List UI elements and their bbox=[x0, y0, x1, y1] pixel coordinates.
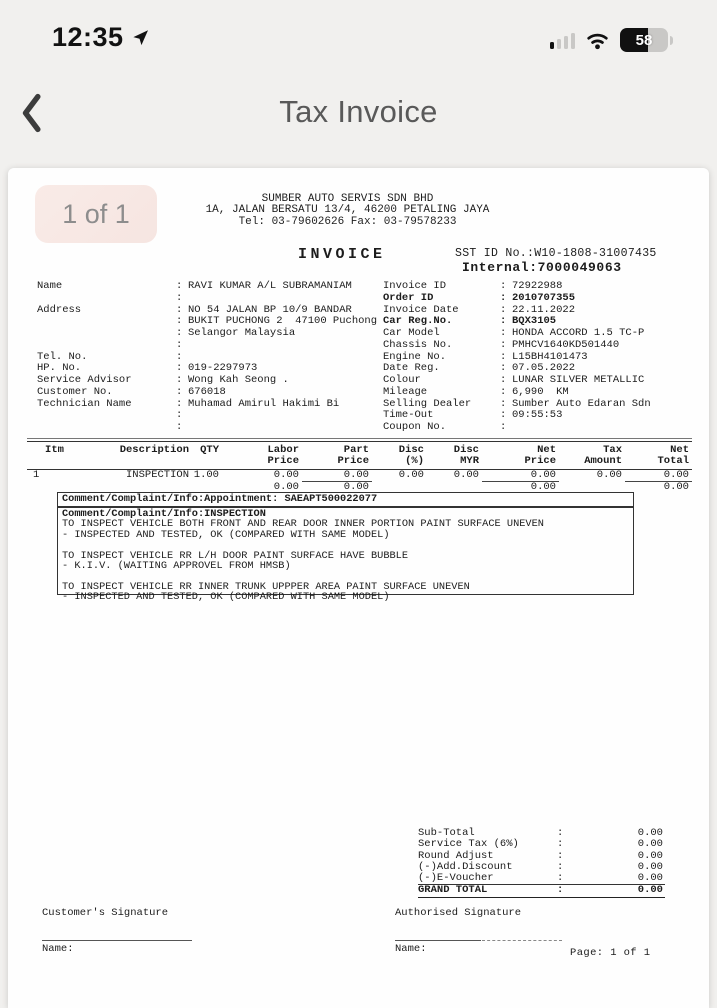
detail-row: Car Model : HONDA ACCORD 1.5 TC-P bbox=[383, 327, 645, 339]
detail-label: Date Reg. bbox=[383, 362, 440, 375]
comment-line: TO INSPECT VEHICLE RR L/H DOOR PAINT SURFACE HAVE BUBBLE bbox=[62, 549, 409, 562]
comment-line: - INSPECTED AND TESTED, OK (COMPARED WITH SAME MODEL) bbox=[62, 591, 390, 604]
total-value: 0.00 bbox=[637, 827, 663, 839]
detail-label: HP. No. bbox=[37, 362, 82, 375]
detail-label: Invoice Date bbox=[383, 303, 459, 316]
detail-row: Customer No. : 676018 bbox=[37, 385, 226, 398]
detail-value: 6,990 KM bbox=[512, 385, 569, 398]
detail-row: Date Reg. : 07.05.2022 bbox=[383, 362, 576, 375]
detail-value: 019-2297973 bbox=[188, 362, 258, 375]
detail-value: Muhamad Amirul Hakimi Bi bbox=[188, 397, 340, 410]
company-name: SUMBER AUTO SERVIS SDN BHD bbox=[261, 193, 434, 205]
detail-value: 2010707355 bbox=[512, 291, 576, 304]
detail-row: : bbox=[37, 293, 382, 305]
total-label: Sub-Total bbox=[418, 827, 475, 839]
authorised-name-line bbox=[395, 940, 481, 955]
detail-row: Time-Out : 09:55:53 bbox=[383, 409, 563, 422]
detail-row: Mileage : 6,990 KM bbox=[383, 385, 569, 398]
detail-row: : bbox=[37, 410, 382, 422]
table-header-cell: Tax Amount bbox=[584, 444, 622, 467]
detail-row: Colour : LUNAR SILVER METALLIC bbox=[383, 374, 645, 386]
table-cell: 0.00 bbox=[273, 468, 299, 481]
comment-line: TO INSPECT VEHICLE BOTH FRONT AND REAR DOOR INNER PORTION PAINT SURFACE UNEVEN bbox=[62, 518, 544, 531]
total-row: (-)E-Voucher : 0.00 bbox=[418, 872, 663, 885]
battery-nub bbox=[670, 36, 673, 45]
company-header bbox=[0, 194, 698, 228]
comment-line: TO INSPECT VEHICLE RR INNER TRUNK UPPPER AREA PAINT SURFACE UNEVEN bbox=[62, 580, 470, 593]
inspection-comment-lines bbox=[62, 519, 629, 602]
detail-row: : bbox=[37, 340, 382, 352]
name-label: Name: bbox=[395, 943, 427, 955]
total-label: Round Adjust bbox=[418, 849, 494, 862]
total-row: Service Tax (6%) : 0.00 bbox=[418, 838, 663, 851]
internal-id: Internal:7000049063 bbox=[462, 260, 622, 275]
customer-name-line bbox=[42, 940, 192, 955]
detail-label: Address bbox=[37, 303, 82, 316]
detail-row: Engine No. : L15BH4101473 bbox=[383, 350, 588, 363]
name-label: Name: bbox=[42, 943, 74, 955]
detail-label: Service Advisor bbox=[37, 374, 132, 386]
detail-value: HONDA ACCORD 1.5 TC-P bbox=[512, 327, 645, 339]
table-cell: 1 bbox=[33, 468, 40, 481]
table-header-cell: QTY bbox=[200, 444, 219, 456]
table-cell: 0.00 bbox=[302, 470, 372, 483]
page-number-footer: Page: 1 of 1 bbox=[570, 947, 651, 959]
detail-value: 676018 bbox=[188, 385, 226, 398]
detail-label: Coupon No. bbox=[383, 421, 447, 433]
appointment-comment-box: Comment/Complaint/Info:Appointment: SAEAPT500022077 bbox=[57, 492, 634, 507]
signature-dashes bbox=[482, 940, 562, 941]
authorised-signature-label: Authorised Signature bbox=[395, 907, 522, 919]
total-label: Service Tax (6%) bbox=[418, 838, 519, 851]
inspection-comment-title: Comment/Complaint/Info:INSPECTION bbox=[62, 508, 266, 520]
total-value: 0.00 bbox=[637, 884, 663, 897]
detail-value: Selangor Malaysia bbox=[188, 327, 296, 339]
table-header-row bbox=[27, 442, 692, 467]
table-cell: 1.00 bbox=[193, 468, 219, 481]
detail-row: Tel. No. : bbox=[37, 350, 183, 363]
company-address: 1A, JALAN BERSATU 13/4, 46200 PETALING JAYA bbox=[205, 204, 490, 217]
cellular-signal-icon bbox=[550, 32, 576, 49]
detail-row: Address : NO 54 JALAN BP 10/9 BANDAR bbox=[37, 303, 352, 316]
table-cell: 0.00 bbox=[398, 468, 424, 481]
detail-row: Name : RAVI KUMAR A/L SUBRAMANIAM bbox=[37, 280, 352, 292]
total-row: (-)Add.Discount : 0.00 bbox=[418, 860, 663, 873]
detail-label: Colour bbox=[383, 374, 421, 386]
detail-label: Time-Out bbox=[383, 409, 434, 422]
table-header-cell: Net Price bbox=[524, 444, 556, 467]
detail-value: 22.11.2022 bbox=[512, 303, 576, 316]
detail-label: Chassis No. bbox=[383, 338, 453, 351]
table-header-cell: Part Price bbox=[337, 444, 369, 467]
comment-line: - INSPECTED AND TESTED, OK (COMPARED WITH SAME MODEL) bbox=[62, 528, 390, 541]
page-title: Tax Invoice bbox=[279, 94, 438, 129]
detail-value: Wong Kah Seong . bbox=[188, 374, 289, 386]
detail-label: Technician Name bbox=[37, 397, 132, 410]
detail-row: : BUKIT PUCHONG 2 47100 Puchong bbox=[37, 316, 382, 328]
total-value: 0.00 bbox=[637, 860, 663, 873]
customer-signature-label: Customer's Signature bbox=[42, 907, 169, 919]
detail-label: Invoice ID bbox=[383, 280, 447, 292]
detail-label: Tel. No. bbox=[37, 350, 88, 363]
detail-row: Order ID : 2010707355 bbox=[383, 291, 576, 304]
detail-label bbox=[37, 410, 176, 422]
table-cell: 0.00 bbox=[482, 470, 559, 483]
detail-row: Coupon No. : bbox=[383, 421, 507, 433]
detail-value: NO 54 JALAN BP 10/9 BANDAR bbox=[188, 303, 352, 316]
table-header-cell: Itm bbox=[45, 444, 64, 456]
detail-row: : bbox=[37, 422, 382, 434]
table-header-cell: Disc MYR bbox=[453, 444, 479, 467]
detail-value: RAVI KUMAR A/L SUBRAMANIAM bbox=[188, 280, 352, 292]
comment-line: - K.I.V. (WAITING APPROVEL FROM HMSB) bbox=[62, 560, 291, 573]
detail-value: BQX3105 bbox=[512, 315, 557, 328]
detail-label bbox=[37, 422, 176, 434]
detail-label bbox=[37, 316, 176, 328]
status-bar bbox=[0, 0, 717, 62]
detail-label: Order ID bbox=[383, 291, 434, 304]
table-header-cell: Net Total bbox=[657, 444, 689, 467]
detail-row: Invoice Date : 22.11.2022 bbox=[383, 303, 576, 316]
detail-label: Mileage bbox=[383, 385, 428, 398]
table-cell: 0.00 bbox=[453, 468, 479, 481]
detail-label bbox=[37, 340, 176, 352]
total-row: Sub-Total : 0.00 bbox=[418, 827, 663, 839]
table-cell: 0.00 bbox=[596, 468, 622, 481]
battery-icon bbox=[620, 28, 668, 52]
location-arrow-icon bbox=[131, 28, 150, 47]
detail-label bbox=[37, 293, 176, 305]
detail-row: Chassis No. : PMHCV1640KD501440 bbox=[383, 338, 620, 351]
total-value: 0.00 bbox=[637, 872, 663, 885]
wifi-icon bbox=[585, 31, 610, 50]
detail-value: LUNAR SILVER METALLIC bbox=[512, 374, 645, 386]
table-cell: 0.00 bbox=[273, 481, 299, 494]
table-cell: 0.00 bbox=[530, 481, 556, 494]
page-indicator-badge: 1 of 1 bbox=[35, 185, 157, 243]
invoice-document[interactable] bbox=[8, 168, 709, 1008]
table-cell: 0.00 bbox=[625, 470, 692, 483]
detail-value: 72922988 bbox=[512, 280, 563, 292]
totals-block bbox=[418, 828, 665, 898]
table-header-cell: Labor Price bbox=[267, 444, 299, 467]
table-cell: 0.00 bbox=[343, 481, 369, 494]
table-header-cell: Disc (%) bbox=[398, 444, 424, 467]
invoice-title: INVOICE bbox=[298, 246, 386, 263]
nav-bar bbox=[0, 84, 717, 146]
items-table bbox=[27, 438, 692, 494]
detail-row: Invoice ID : 72922988 bbox=[383, 280, 563, 292]
inspection-comment-box bbox=[57, 507, 634, 604]
table-header-cell: Description bbox=[119, 444, 189, 456]
battery-percent: 58 bbox=[635, 31, 653, 49]
sst-id: SST ID No.:W10-1808-31007435 bbox=[455, 247, 657, 260]
clock: 12:35 bbox=[52, 22, 124, 52]
detail-row: Car Reg.No. : BQX3105 bbox=[383, 315, 557, 328]
customer-details bbox=[37, 281, 382, 434]
detail-value: BUKIT PUCHONG 2 47100 Puchong bbox=[188, 315, 378, 328]
detail-label: Customer No. bbox=[37, 385, 113, 398]
vehicle-details bbox=[383, 281, 703, 434]
total-value: 0.00 bbox=[637, 849, 663, 862]
total-value: 0.00 bbox=[637, 838, 663, 851]
detail-label bbox=[37, 328, 176, 340]
detail-label: Selling Dealer bbox=[383, 397, 472, 410]
detail-row: HP. No. : 019-2297973 bbox=[37, 362, 258, 375]
detail-row: Technician Name : Muhamad Amirul Hakimi Bi bbox=[37, 397, 340, 410]
detail-value: 09:55:53 bbox=[512, 409, 563, 422]
detail-value: L15BH4101473 bbox=[512, 350, 588, 363]
total-label: GRAND TOTAL bbox=[418, 884, 488, 897]
total-row: GRAND TOTAL : 0.00 bbox=[418, 884, 663, 897]
detail-label: Car Model bbox=[383, 327, 440, 339]
table-cell: 0.00 bbox=[663, 481, 689, 494]
detail-label: Car Reg.No. bbox=[383, 315, 453, 328]
company-telfax: Tel: 03-79602626 Fax: 03-79578233 bbox=[238, 215, 457, 228]
detail-row: : Selangor Malaysia bbox=[37, 328, 382, 340]
detail-value: PMHCV1640KD501440 bbox=[512, 338, 620, 351]
total-label: (-)E-Voucher bbox=[418, 872, 494, 885]
table-cell: INSPECTION bbox=[125, 468, 189, 481]
total-row: Round Adjust : 0.00 bbox=[418, 849, 663, 862]
detail-value: 07.05.2022 bbox=[512, 362, 576, 375]
detail-row: Selling Dealer : Sumber Auto Edaran Sdn bbox=[383, 397, 651, 410]
total-label: (-)Add.Discount bbox=[418, 860, 513, 873]
detail-row: Service Advisor : Wong Kah Seong . bbox=[37, 374, 289, 386]
detail-label: Name bbox=[37, 280, 63, 292]
detail-value: Sumber Auto Edaran Sdn bbox=[512, 397, 651, 410]
detail-label: Engine No. bbox=[383, 350, 447, 363]
